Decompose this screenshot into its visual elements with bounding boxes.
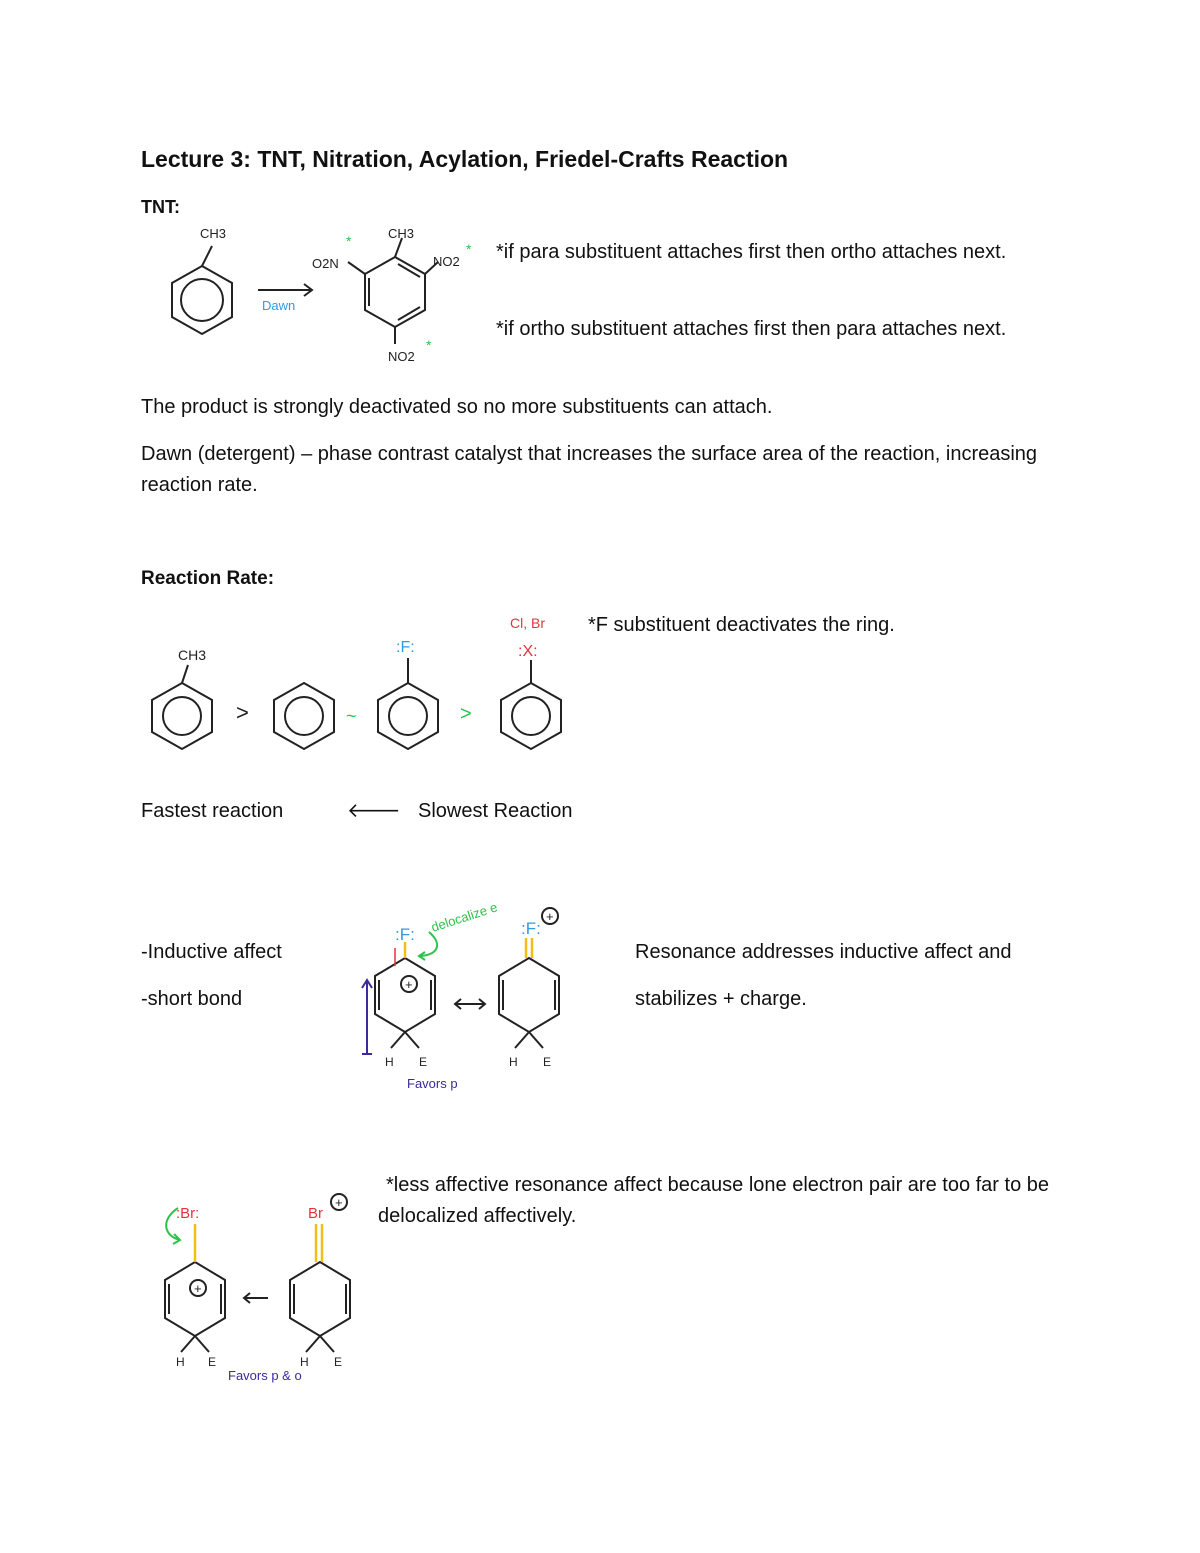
br-plus-charge-left: + [194, 1281, 202, 1296]
rate-note-f: *F substituent deactivates the ring. [588, 614, 895, 636]
rate-figure [140, 608, 580, 760]
short-bond-text: -short bond [141, 988, 243, 1010]
resonance-f-figure [355, 896, 590, 1094]
toluene-ch3-label: CH3 [200, 226, 227, 241]
left-arrow-icon: 🡐 [347, 800, 401, 822]
delocalize-note: delocalize e [429, 899, 500, 935]
stabilizes-text: stabilizes + charge. [635, 988, 807, 1010]
tnt-deactivated-text: The product is strongly deactivated so no more substituents can attach. [141, 396, 773, 418]
br-label-left: :Br: [176, 1205, 200, 1222]
tnt-o2n-label: O2N [312, 256, 339, 271]
tnt-mark-ortho-right: * [466, 241, 472, 257]
br-h-label-right: H [300, 1355, 309, 1369]
rate-heading: Reaction Rate: [141, 568, 275, 589]
br-h-label-left: H [176, 1355, 185, 1369]
rate-gt-1: > [236, 700, 249, 725]
rate-x-label: :X: [518, 643, 538, 660]
inductive-f-label: :F: [395, 925, 415, 944]
resonance-br-figure [150, 1188, 365, 1386]
inductive-text: -Inductive affect [141, 941, 282, 963]
rate-halogens-label: Cl, Br [510, 615, 545, 631]
rate-approx: ~ [346, 706, 357, 726]
br-e-label-left: E [208, 1355, 217, 1369]
tnt-note-para: *if para substituent attaches first then ortho attaches next. [496, 241, 1007, 263]
rate-gt-2: > [460, 703, 472, 725]
tnt-note-ortho: *if ortho substituent attaches first then para attaches next. [496, 318, 1007, 340]
favors-p-label: Favors p [407, 1076, 458, 1091]
resonance-text: Resonance addresses inductive affect and [635, 941, 1012, 963]
tnt-heading: TNT: [141, 197, 180, 217]
slowest-label: Slowest Reaction [418, 800, 573, 822]
dawn-text: Dawn (detergent) – phase contrast catalyst that increases the surface area of the reaction, increasing reaction rate. [141, 443, 1038, 496]
fastest-label: Fastest reaction [141, 800, 284, 822]
br-plus-charge-right: + [335, 1195, 343, 1210]
rate-f-label: :F: [396, 639, 415, 656]
reagent-label: Dawn [262, 298, 296, 313]
page-title: Lecture 3: TNT, Nitration, Acylation, Friedel-Crafts Reaction [141, 146, 789, 172]
tnt-no2-right-label: NO2 [433, 254, 460, 269]
plus-charge-right: + [546, 909, 554, 924]
bromine-note: *less affective resonance affect because lone electron pair are too far to be delocalized affectively. [378, 1174, 1050, 1227]
tnt-mark-para: * [426, 337, 432, 353]
favors-p-o-label: Favors p & o [228, 1368, 302, 1383]
resonance-f-label: :F: [521, 919, 541, 938]
plus-charge-left: + [405, 977, 413, 992]
br-e-label-right: E [334, 1355, 343, 1369]
h-label-right: H [509, 1055, 518, 1069]
tnt-mark-ortho-left: * [346, 233, 352, 249]
tnt-ch3-label: CH3 [388, 226, 415, 241]
rate-ch3-label: CH3 [178, 647, 207, 663]
tnt-no2-bottom-label: NO2 [388, 349, 415, 364]
h-label-left: H [385, 1055, 394, 1069]
e-label-right: E [543, 1055, 552, 1069]
br-label-right: Br [308, 1205, 323, 1222]
tnt-reaction-figure [140, 220, 490, 380]
e-label-left: E [419, 1055, 428, 1069]
